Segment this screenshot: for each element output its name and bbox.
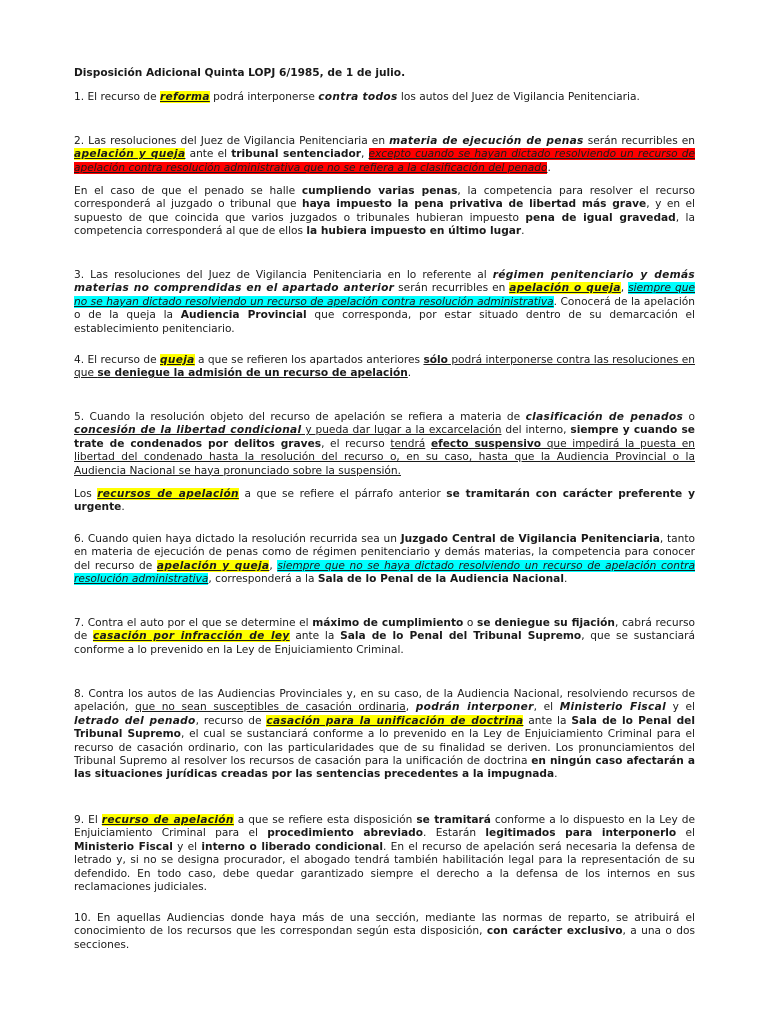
text-run: ante la: [289, 630, 341, 643]
text-run: los autos del Juez de Vigilancia Penitenciaria.: [397, 91, 640, 103]
paragraph-4: [74, 354, 695, 381]
bold-term: Sala de lo Penal del Tribunal Supremo: [340, 630, 582, 643]
text-run: a que se refiere el párrafo anterior: [238, 488, 447, 500]
text-run: 6. Cuando quien haya dictado la resolución recurrida sea un: [74, 533, 401, 545]
bold-term: interno o liberado condicional: [201, 840, 384, 853]
text-run: , el cual se sustanciará conforme a lo prevenido en la Ley de Enjuiciamiento Criminal para el recurso de casación ordinario, con las particularidades que de su finalidad se deriven. Los pronunciamientos del Tribunal Supremo al resolver los recursos de casación para la unificación de doctrina: [74, 728, 695, 768]
underlined-text: que impedirá la puesta en libertad del condenado hasta la resolución del recurso o, en su caso, hasta que la Audiencia Provincial o la Audiencia Nacional se haya pronunciado sobre la suspensión.: [74, 437, 695, 477]
text-run: 3. Las resoluciones del Juez de Vigilancia Penitenciaria en lo referente al: [74, 269, 493, 281]
paragraph-10: [74, 912, 695, 952]
bold-term: efecto suspensivo: [430, 437, 542, 450]
cyan-highlighted-clause: siempre que no se haya dictado resolviendo un recurso de apelación contra resolución administrativa: [74, 559, 695, 586]
text-run: 9. El: [74, 814, 102, 826]
bold-term: sólo: [423, 354, 448, 366]
text-run: , el: [533, 701, 560, 714]
text-run: ante el: [185, 148, 232, 161]
bold-term: se tramitarán con carácter preferente y urgente: [74, 488, 695, 514]
text-run: , y en el supuesto de que coincida que varios juzgados o tribunales hubieran impuesto: [74, 198, 695, 224]
highlighted-term: casación por infracción de ley: [92, 630, 290, 643]
paragraph-7: [74, 617, 695, 657]
bold-term: Audiencia Provincial: [180, 309, 307, 322]
highlighted-term: queja: [160, 354, 195, 366]
text-run: , corresponderá a la: [208, 573, 318, 586]
text-run: . En el recurso de apelación será necesaria la defensa de letrado y, si no se designa procurador, el abogado tendrá también habilitación legal para la representación de su defendido. En todo caso, debe quedar garantizado siempre el derecho a la defensa de los internos en sus reclamaciones judiciales.: [74, 840, 695, 894]
paragraph-2: [74, 135, 695, 175]
text-run: .: [547, 161, 551, 174]
text-run: y el: [666, 701, 695, 714]
text-run: .: [563, 573, 568, 586]
paragraph-9: [74, 814, 695, 894]
text-run: , cabrá recurso de: [74, 617, 695, 643]
text-run: , que se sustanciará conforme a lo prevenido en la Ley de Enjuiciamiento Criminal.: [74, 630, 695, 656]
text-run: 8. Contra los autos de las Audiencias Provinciales y, en su caso, de la Audiencia Nacional, resolviendo recursos de apelación,: [74, 688, 695, 714]
bold-term: la hubiera impuesto en último lugar: [306, 225, 522, 238]
text-run: 4. El recurso de: [74, 354, 161, 366]
bold-term: Juzgado Central de Vigilancia Penitenciaria: [400, 533, 660, 545]
text-run: a que se refiere esta disposición: [233, 814, 417, 826]
bold-term: Sala de lo Penal de la Audiencia Nacional: [317, 573, 564, 586]
paragraph-6: [74, 533, 695, 587]
highlighted-term: recursos de apelación: [97, 488, 239, 500]
bold-term: tribunal sentenciador: [231, 148, 361, 161]
paragraph-2b: [74, 185, 695, 239]
underlined-text: tendrá: [390, 437, 426, 450]
text-run: , el recurso: [321, 437, 391, 450]
text-run: .: [121, 501, 125, 514]
text-run: 1. El recurso de: [74, 91, 160, 103]
bold-term: se tramitará: [416, 814, 491, 826]
text-run: serán recurribles en: [394, 282, 510, 295]
paragraph-1: [74, 91, 695, 104]
text-run: a que se refieren los apartados anteriores: [194, 354, 424, 366]
text-run: que corresponda, por estar situado dentro de su demarcación el establecimiento penitenciario.: [74, 309, 695, 335]
bold-term: procedimiento abreviado: [267, 827, 424, 840]
text-run: , la competencia corresponderá al que de ellos: [74, 211, 695, 238]
underlined-text: que no sean susceptibles de casación ordinaria: [135, 701, 406, 714]
text-run: ,: [269, 559, 278, 572]
text-run: . Conocerá de la apelación o de la queja la: [74, 295, 695, 322]
emphasized-term: letrado del penado: [74, 714, 196, 727]
text-run: , a una o dos secciones.: [74, 925, 695, 951]
text-run: serán recurribles en: [583, 135, 696, 147]
bold-term: legitimados para interponerlo: [485, 827, 677, 840]
emphasized-term: concesión de la libertad condicional: [74, 424, 302, 437]
cyan-highlighted-clause: siempre que no se hayan dictado resolviendo un recurso de apelación contra resolución administrativa: [74, 282, 695, 308]
text-run: el: [676, 827, 695, 840]
text-run: 7. Contra el auto por el que se determine el: [74, 617, 313, 629]
highlighted-term: casación para la unificación de doctrina: [266, 714, 524, 727]
text-run: ,: [405, 701, 416, 714]
bold-term: siempre y cuando se trate de condenados por delitos graves: [74, 424, 695, 450]
text-run: ante la: [523, 714, 572, 727]
text-run: 5. Cuando la resolución objeto del recurso de apelación se refiera a materia de: [74, 411, 526, 423]
bold-term: Sala de lo Penal del Tribunal Supremo: [74, 714, 695, 741]
highlighted-term: reforma: [160, 91, 210, 103]
emphasized-term: Ministerio Fiscal: [559, 701, 666, 714]
text-run: o: [463, 617, 478, 629]
text-run: Los: [74, 488, 98, 500]
highlighted-term: apelación y queja: [156, 559, 270, 572]
text-run: , tanto en materia de ejecución de penas como de régimen penitenciario y demás materias, la competencia para conocer del recurso de: [74, 533, 695, 572]
underlined-text: y pueda dar lugar a la excarcelación: [301, 424, 502, 437]
text-run: , recurso de: [195, 714, 267, 727]
paragraph-8: [74, 688, 695, 782]
underlined-text: podrá interponerse contra las resoluciones en que: [74, 354, 695, 380]
paragraph-5b: [74, 488, 695, 515]
text-run: , la competencia para resolver el recurso corresponderá al juzgado o tribunal que: [74, 185, 695, 211]
emphasized-term: régimen penitenciario y demás materias no comprendidas en el apartado anterior: [74, 269, 695, 295]
highlighted-term: apelación y queja: [74, 148, 186, 161]
emphasized-term: materia de ejecución de penas: [389, 135, 584, 147]
text-run: ,: [360, 148, 369, 161]
text-run: del interno,: [501, 424, 571, 437]
bold-term: pena de igual gravedad: [525, 211, 676, 224]
text-run: .: [521, 225, 525, 238]
text-run: y el: [172, 840, 202, 853]
text-run: En el caso de que el penado se halle: [74, 185, 302, 197]
text-run: .: [554, 768, 558, 781]
highlighted-term: recurso de apelación: [101, 814, 234, 826]
paragraph-3: [74, 269, 695, 336]
text-run: o: [683, 411, 695, 423]
bold-term: cumpliendo varias penas: [301, 185, 458, 197]
red-highlighted-clause: excepto cuando se hayan dictado resolviendo un recurso de apelación contra resolución administrativa que no se refiera a la clasificación del penado: [74, 148, 695, 174]
bold-term: con carácter exclusivo: [486, 925, 623, 938]
bold-term: haya impuesto la pena privativa de libertad más grave: [302, 198, 647, 211]
highlighted-term: apelación o queja: [509, 282, 621, 295]
text-run: .: [407, 367, 412, 380]
text-run: 2. Las resoluciones del Juez de Vigilancia Penitenciaria en: [74, 135, 390, 147]
document-title: Disposición Adicional Quinta LOPJ 6/1985, de 1 de julio.: [74, 67, 406, 79]
bold-term: se deniegue su fijación: [477, 617, 615, 629]
text-run: ,: [620, 282, 629, 295]
bold-term: en ningún caso afectarán a las situaciones jurídicas creadas por las sentencias precedentes a la impugnada: [74, 755, 695, 781]
emphasized-term: contra todos: [318, 91, 398, 103]
text-run: conforme a lo dispuesto en la Ley de Enjuiciamiento Criminal para el: [74, 814, 695, 840]
text-run: podrá interponerse: [209, 91, 319, 103]
bold-term: se deniegue la admisión de un recurso de apelación: [97, 367, 408, 380]
text-run: . Estarán: [423, 827, 486, 840]
bold-term: máximo de cumplimiento: [312, 617, 464, 629]
emphasized-term: podrán interponer: [415, 701, 534, 714]
emphasized-term: clasificación de penados: [525, 411, 684, 423]
paragraph-5: [74, 411, 695, 478]
text-run: 10. En aquellas Audiencias donde haya más de una sección, mediante las normas de reparto, se atribuirá el conocimiento de los recursos que les correspondan según esta disposición,: [74, 912, 695, 938]
bold-term: Ministerio Fiscal: [74, 840, 173, 853]
